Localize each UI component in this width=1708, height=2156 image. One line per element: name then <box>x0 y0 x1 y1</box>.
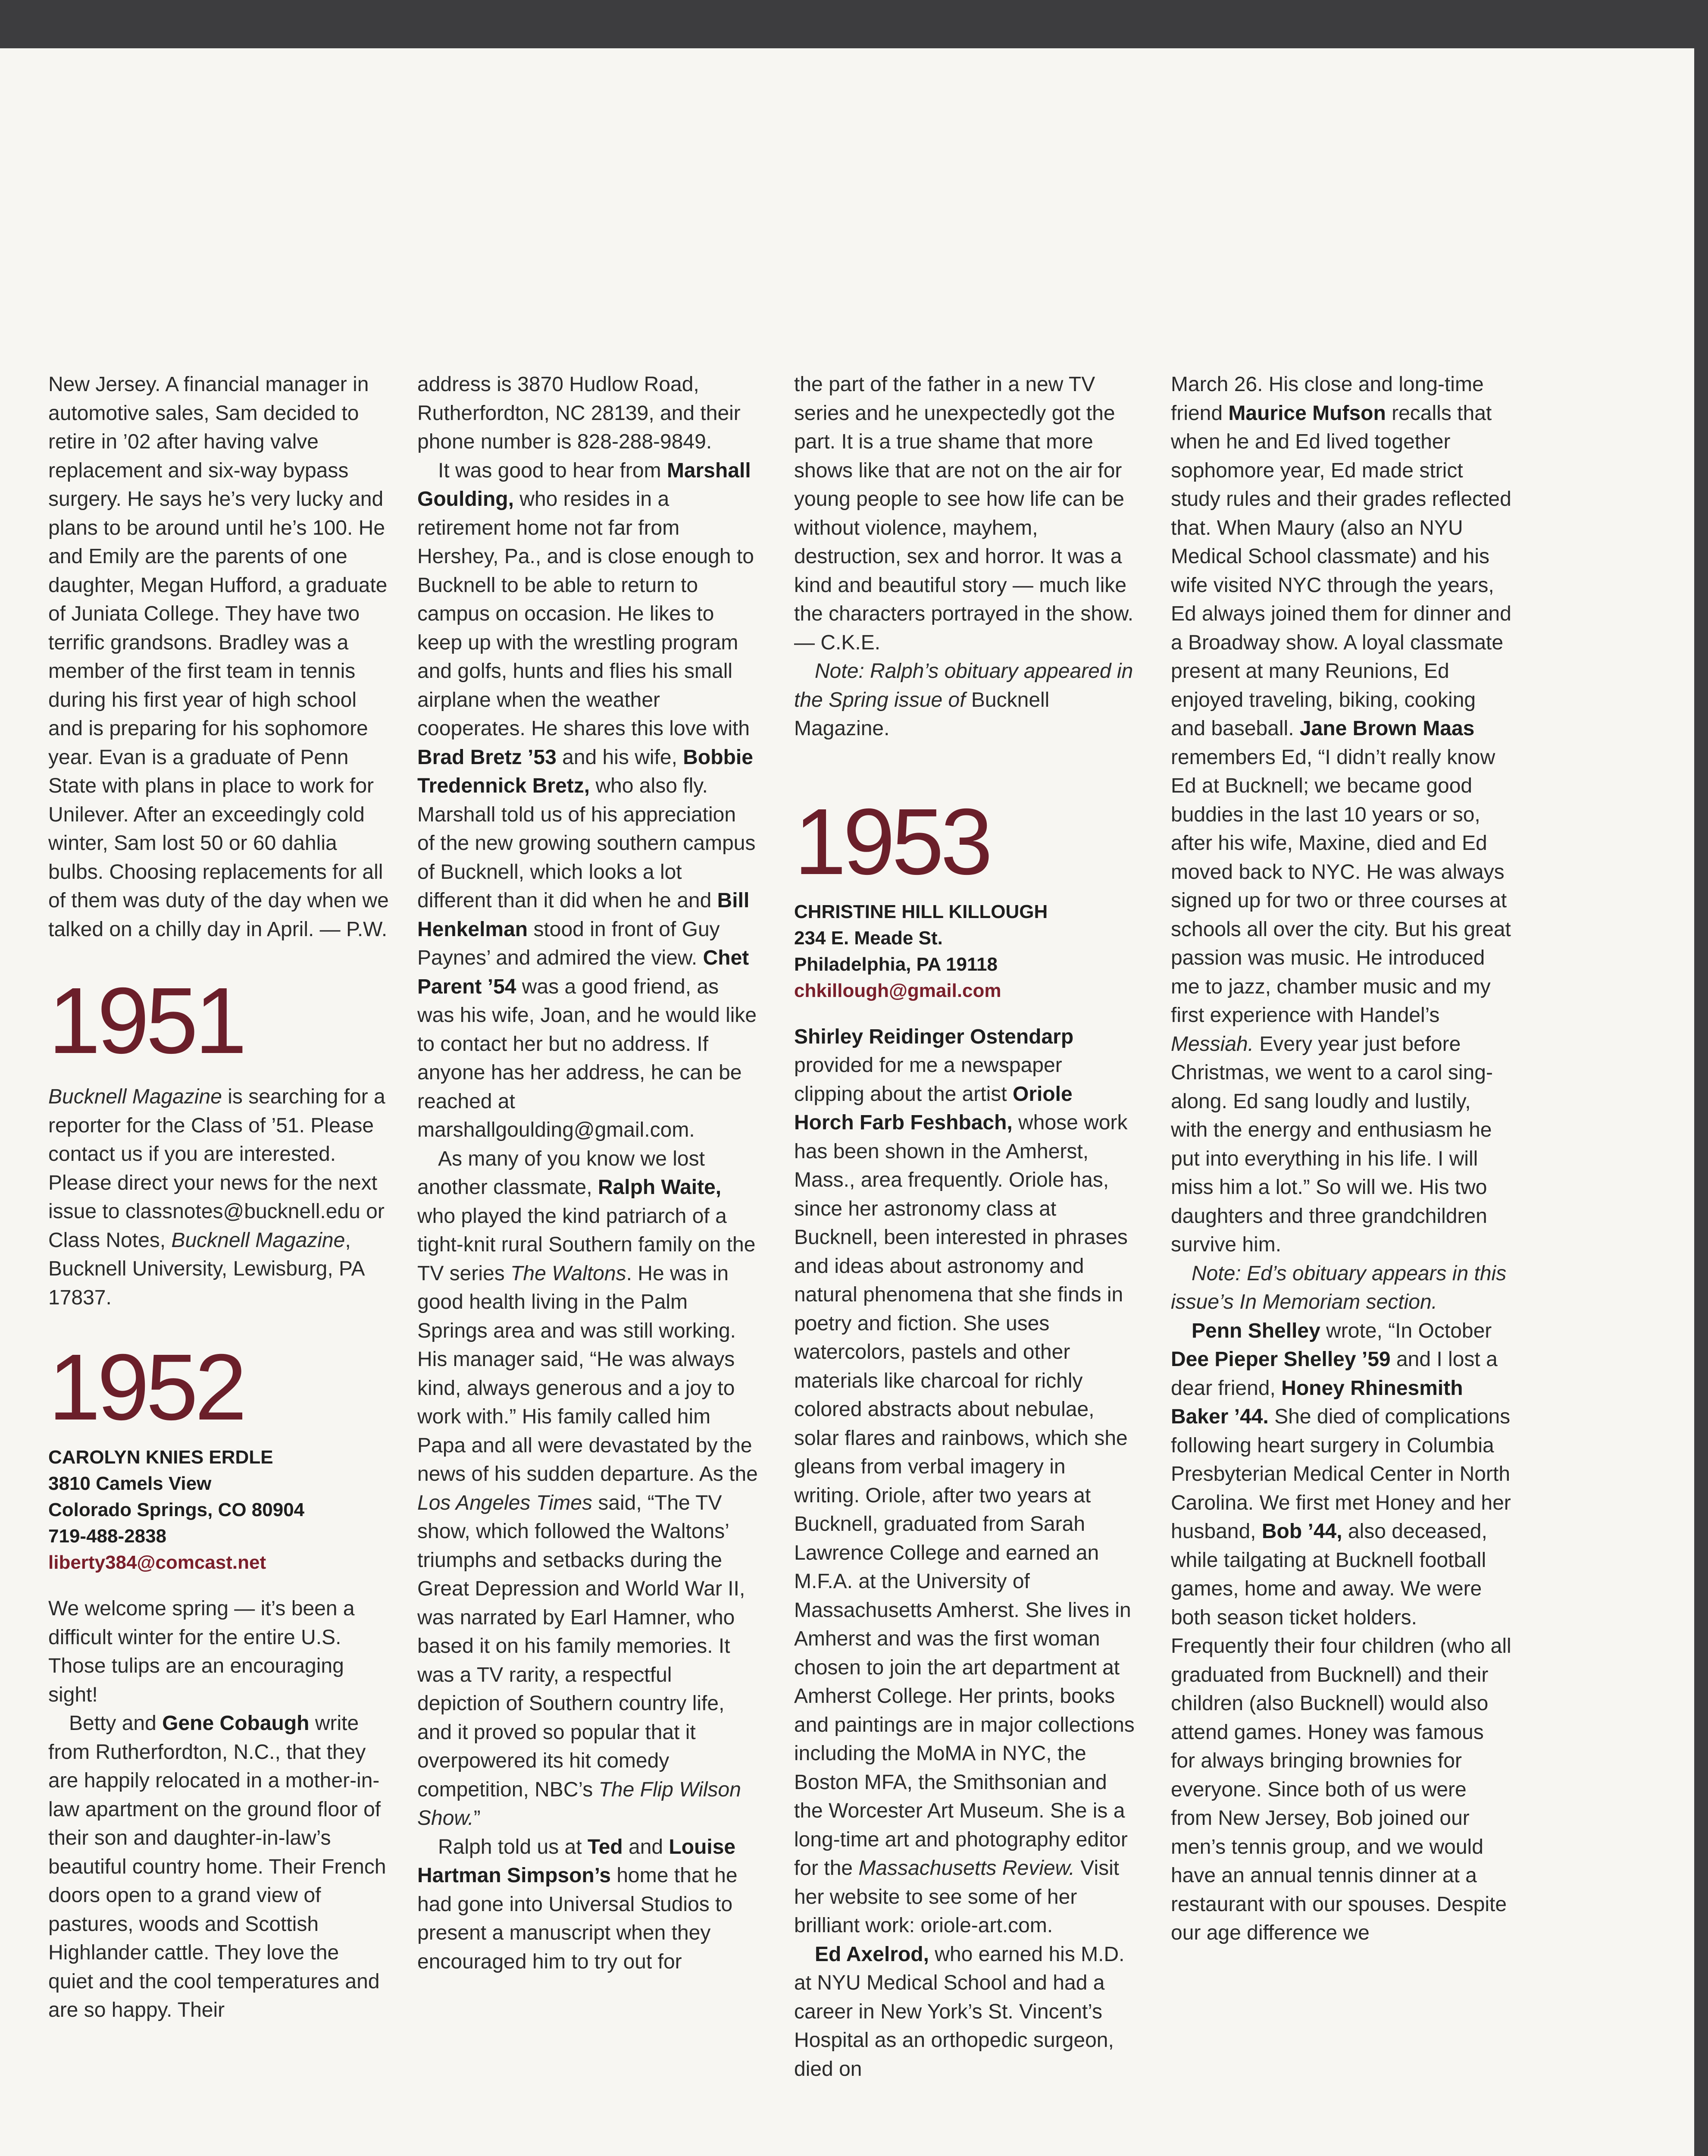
class-note-paragraph: As many of you know we lost another classmate, Ralph Waite, who played the kind patriarch of a tight-knit rural Southern family on the TV series The Waltons. He was in good health living in the Palm Springs area and was still working. His manager said, “He was always kind, always generous and a joy to work with.” His family called him Papa and all were devastated by the news of his sudden departure. As the Los Angeles Times said, “The TV show, which followed the Waltons’ triumphs and setbacks during the Great Depression and World War II, was narrated by Earl Hamner, who based it on his family memories. It was a TV rarity, a respectful depiction of Southern country life, and it proved so popular that it overpowered its hit comedy competition, NBC’s The Flip Wilson Show.” <box>417 1147 758 1830</box>
class-note-paragraph: Ralph told us at Ted and Louise Hartman Simpson’s home that he had gone into Universal Studios to present a manuscript when they encouraged him to try out for <box>417 1835 738 1973</box>
class-year-heading-1953: 1953 <box>794 789 989 894</box>
reporter-street: 3810 Camels View <box>48 1473 212 1494</box>
reporter-phone: 719-488-2838 <box>48 1526 167 1547</box>
class-note-paragraph: the part of the father in a new TV series and he unexpectedly got the part. It is a true shame that more shows like that are not on the air for young people to see how life can be without violence, mayhem, destruction, sex and horror. It was a kind and beautiful story — much like the characters portrayed in the show. — C.K.E. <box>794 373 1134 654</box>
class-note-paragraph: Betty and Gene Cobaugh write from Rutherfordton, N.C., that they are happily relocated in a mother-in-law apartment on the ground floor of their son and daughter-in-law’s beautiful country home. Their French doors open to a grand view of pastures, woods and Scottish Highlander cattle. They love the quiet and the cool temperatures and are so happy. Their <box>48 1712 386 2021</box>
column-2 <box>417 370 758 1976</box>
class-note-paragraph: It was good to hear from Marshall Goulding, who resides in a retirement home not far from Hershey, Pa., and is close enough to Bucknell to be able to return to campus on occasion. He likes to keep up with the wrestling program and golfs, hunts and flies his small airplane when the weather cooperates. He shares this love with Brad Bretz ’53 and his wife, Bobbie Tredennick Bretz, who also fly. Marshall told us of his appreciation of the new growing southern campus of Bucknell, which looks a lot different than it did when he and Bill Henkelman stood in front of Guy Paynes’ and admired the view. Chet Parent ’54 was a good friend, as was his wife, Joan, and he would like to contact her but no address. If anyone has her address, he can be reached at marshallgoulding@gmail.com. <box>417 459 757 1141</box>
class-note-paragraph: We welcome spring — it’s been a difficult winter for the entire U.S. Those tulips are an encouraging sight! <box>48 1597 355 1706</box>
class-note-paragraph: Ed Axelrod, who earned his M.D. at NYU Medical School and had a career in New York’s St. Vincent’s Hospital as an orthopedic surgeon, died on <box>794 1943 1125 2081</box>
reporter-contact <box>794 899 1135 1004</box>
class-year-heading-1951: 1951 <box>48 968 244 1073</box>
column-1 <box>48 370 389 2025</box>
reporter-name: CHRISTINE HILL KILLOUGH <box>794 901 1048 922</box>
class-note-paragraph: address is 3870 Hudlow Road, Rutherfordton, NC 28139, and their phone number is 828-288-9849. <box>417 373 741 453</box>
reporter-email-link[interactable]: chkillough@gmail.com <box>794 980 1001 1001</box>
class-note-paragraph: March 26. His close and long-time friend Maurice Mufson recalls that when he and Ed lived together sophomore year, Ed made strict study rules and their grades reflected that. When Maury (also an NYU Medical School classmate) and his wife visited NYC through the years, Ed always joined them for dinner and a Broadway show. A loyal classmate present at many Reunions, Ed enjoyed traveling, biking, cooking and baseball. Jane Brown Maas remembers Ed, “I didn’t really know Ed at Bucknell; we became good buddies in the last 10 years or so, after his wife, Maxine, died and Ed moved back to NYC. He was always signed up for two or three courses at schools all over the city. But his great passion was music. He introduced me to jazz, chamber music and my first experience with Handel’s Messiah. Every year just before Christmas, we went to a carol sing-along. Ed sang loudly and lustily, with the energy and enthusiasm he put into everything in his life. I will miss him a lot.” So will we. His two daughters and three grandchildren survive him. <box>1171 373 1511 1256</box>
class-note-paragraph: Bucknell Magazine is searching for a reporter for the Class of ’51. Please contact us if you are interested. Please direct your news for the next issue to classnotes@bucknell.edu or Class Notes, Bucknell Magazine, Bucknell University, Lewisburg, PA 17837. <box>48 1085 385 1309</box>
reporter-city: Philadelphia, PA 19118 <box>794 953 998 975</box>
editor-note: Note: Ed’s obituary appears in this issue’s In Memoriam section. <box>1171 1262 1507 1313</box>
reporter-email-link[interactable]: liberty384@comcast.net <box>48 1552 266 1573</box>
class-note-paragraph: Shirley Reidinger Ostendarp provided for me a newspaper clipping about the artist Oriole Horch Farb Feshbach, whose work has been shown in the Amherst, Mass., area frequently. Oriole has, since her astronomy class at Bucknell, been interested in phrases and ideas about astronomy and natural phenomena that she finds in poetry and fiction. She uses watercolors, pastels and other materials like charcoal for richly colored abstracts about nebulae, solar flares and rainbows, which she gleans from verbal imagery in writing. Oriole, after two years at Bucknell, graduated from Sarah Lawrence College and earned an M.F.A. at the University of Massachusetts Amherst. She lives in Amherst and was the first woman chosen to join the art department at Amherst College. Her prints, books and paintings are in major collections including the MoMA in NYC, the Boston MFA, the Smithsonian and the Worcester Art Museum. She is a long-time art and photography editor for the Massachusetts Review. Visit her website to see some of her brilliant work: oriole-art.com. <box>794 1025 1135 1937</box>
class-note-paragraph: New Jersey. A financial manager in automotive sales, Sam decided to retire in ’02 after having valve replacement and six-way bypass surgery. He says he’s very lucky and plans to be around until he’s 100. He and Emily are the parents of one daughter, Megan Hufford, a graduate of Juniata College. They have two terrific grandsons. Bradley was a member of the first team in tennis during his first year of high school and is preparing for his sophomore year. Evan is a graduate of Penn State with plans in place to work for Unilever. After an exceedingly cold winter, Sam lost 50 or 60 dahlia bulbs. Choosing replacements for all of them was duty of the day when we talked on a chilly day in April. — P.W. <box>48 373 389 941</box>
reporter-street: 234 E. Meade St. <box>794 927 943 949</box>
reporter-name: CAROLYN KNIES ERDLE <box>48 1447 273 1468</box>
reporter-contact <box>48 1444 389 1576</box>
magazine-page <box>0 48 1694 2156</box>
reporter-city: Colorado Springs, CO 80904 <box>48 1499 305 1520</box>
editor-note: Note: Ralph’s obituary appeared in the Spring issue of Bucknell Magazine. <box>794 660 1133 740</box>
class-year-heading-1952: 1952 <box>48 1335 244 1440</box>
column-3 <box>794 370 1135 2084</box>
column-4 <box>1171 370 1511 1948</box>
class-note-paragraph: Penn Shelley wrote, “In October Dee Pieper Shelley ’59 and I lost a dear friend, Honey Rhinesmith Baker ’44. She died of complications following heart surgery in Columbia Presbyterian Medical Center in North Carolina. We first met Honey and her husband, Bob ’44, also deceased, while tailgating at Bucknell football games, home and away. We were both season ticket holders. Frequently their four children (who all graduated from Bucknell) and their children (also Bucknell) would also attend games. Honey was famous for always bringing brownies for everyone. Since both of us were from New Jersey, Bob joined our men’s tennis group, and we would have an annual tennis dinner at a restaurant with our spouses. Despite our age difference we <box>1171 1319 1511 1944</box>
